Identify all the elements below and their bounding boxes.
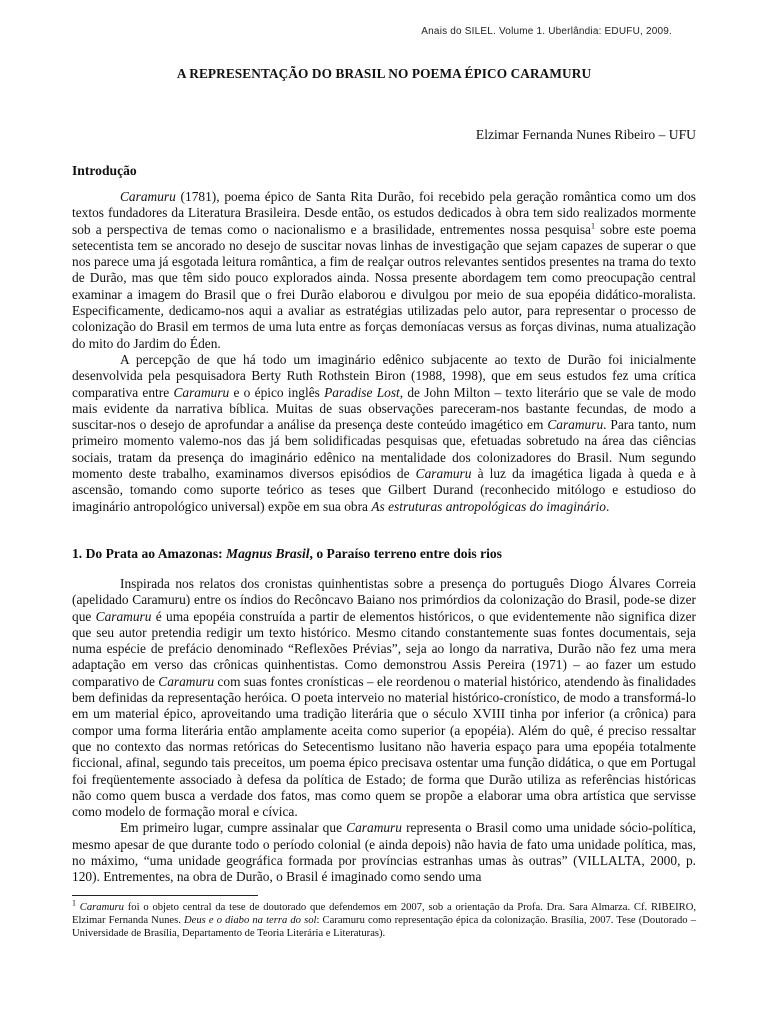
author-line: Elzimar Fernanda Nunes Ribeiro – UFU [475, 127, 696, 142]
section1-paragraph-1: Inspirada nos relatos dos cronistas quinhentistas sobre a presença do português Diogo Álvares Correia (apelidado Caramuru) entre os índios do Recôncavo Baiano nos primórdios da colonização do Brasil, pode-se dizer que Caramuru é uma epopéia construída a partir de elementos históricos, o que evidentemente não significa dizer que seu autor pretendia redigir um texto histórico. Mesmo citando constantemente suas fontes documentais, seja numa espécie de prefácio denominado “Reflexões Prévias”, seja ao longo da narrativa, Durão não fez uma mera adaptação em verso das crônicas quinhentistas. Como demonstrou Assis Pereira (1971) – ao fazer um estudo comparativo de Caramuru com suas fontes cronísticas – ele reordenou o material histórico, atendendo às finalidades bem definidas da representação heróica. O poeta interveio no material histórico-cronístico, de modo a transformá-lo em um material épico, aproveitando uma tradição literária que o século XVIII tinha por inferior (a crônica) para compor uma forma literária então amplamente aceita como superior (a epopéia). Além do quê, é preciso ressaltar que no contexto das normas retóricas do Setecentismo lusitano não haveria espaço para uma epopéia totalmente ficcional, afinal, segundo tais preceitos, um poema épico precisava ostentar uma função didática, o que em Portugal foi freqüentemente associado à defesa da política de Estado; de forma que Durão utiliza as referências históricas não como quem busca a verdade dos fatos, mas como quem se propõe a elaborar uma obra artística que servisse como modelo de formação moral e cívica. [72, 576, 696, 820]
intro-paragraph-1: Caramuru (1781), poema épico de Santa Rita Durão, foi recebido pela geração romântica como um dos textos fundadores da Literatura Brasileira. Desde então, os estudos dedicados à obra tem sido realizados mormente sob a perspectiva de temas como o nacionalismo e a brasilidade, entrementes nossa pesquisa$^1$ sobre este poema setecentista tem se ancorado no desejo de suscitar novas linhas de investigação que sejam capazes de superar o que nos parece uma já esgotada leitura romântica, a fim de realçar outros relevantes sentidos presentes na trama do texto de Durão, mas que têm sido pouco explorados ainda. Nossa presente abordagem tem como preocupação central examinar a imagem do Brasil que o frei Durão elaborou e divulgou por meio de sua epopéia didático-moralista. Especificamente, dedicamo-nos aqui a avaliar as estratégias utilizadas pelo autor, para representar o processo de colonização do Brasil em termos de uma luta entre as forças demoníacas versus as forças divinas, numa atualização do mito do Jardim do Éden. [72, 189, 697, 351]
section1-paragraph-2: Em primeiro lugar, cumpre assinalar que Caramuru representa o Brasil como uma unidade sócio-política, mesmo apesar de que durante todo o período colonial (e ainda depois) não havia de fato uma unidade política, mas, no máximo, “uma unidade geográfica formada por províncias estranhas umas às outras” (VILLALTA, 2000, p. 120). Entrementes, na obra de Durão, o Brasil é imaginado como sendo uma [72, 820, 696, 885]
intro-paragraph-2: A percepção de que há todo um imaginário edênico subjacente ao texto de Durão foi inicialmente desenvolvida pela pesquisadora Berty Ruth Rothstein Biron (1988, 1998), que em seus estudos fez uma crítica comparativa entre Caramuru e o épico inglês Paradise Lost, de John Milton – texto literário que se vale de modo mais evidente da narrativa bíblica. Muitas de suas observações pareceram-nos bastante fecundas, de modo a suscitar-nos o desejo de aprofundar a análise da presença deste conteúdo imagético em Caramuru. Para tanto, num primeiro momento valemo-nos das já bem solidificadas pesquisas que, efetuadas sobretudo na área das ciências sociais, tratam da presença do imaginário edênico na mentalidade dos colonizadores do Brasil. Num segundo momento deste trabalho, examinamos diversos episódios de Caramuru à luz da imagética ligada à queda e à ascensão, tomando como suporte teórico as teses que Gilbert Durand (reconhecido mitólogo e estudioso do imaginário antropológico universal) expõe em sua obra As estruturas antropológicas do imaginário. [72, 351, 696, 514]
footnote-rule [72, 895, 258, 896]
footnote-ref: 1 [590, 221, 595, 231]
footnote: $^1$ Caramuru foi o objeto central da tese de doutorado que defendemos em 2007, sob a orientação da Profa. Dra. Sara Almarza. Cf. RIBEIRO, Elzimar Fernanda Nunes. Deus e o diabo na terra do sol: Caramuru como representação épica da colonização. Brasília, 2007. Tese (Doutorado – Universidade de Brasília, Departamento de Teoria Literária e Literaturas). [72, 898, 696, 939]
section1-body [72, 576, 696, 886]
running-head: Anais do SILEL. Volume 1. Uberlândia: EDUFU, 2009. [421, 26, 672, 37]
section-heading-1: 1. Do Prata ao Amazonas: Magnus Brasil, o Paraíso terreno entre dois rios [72, 546, 502, 561]
intro-body [72, 189, 696, 515]
paper-title: A REPRESENTAÇÃO DO BRASIL NO POEMA ÉPICO CARAMURU [176, 66, 592, 81]
intro-heading: Introdução [72, 163, 137, 178]
